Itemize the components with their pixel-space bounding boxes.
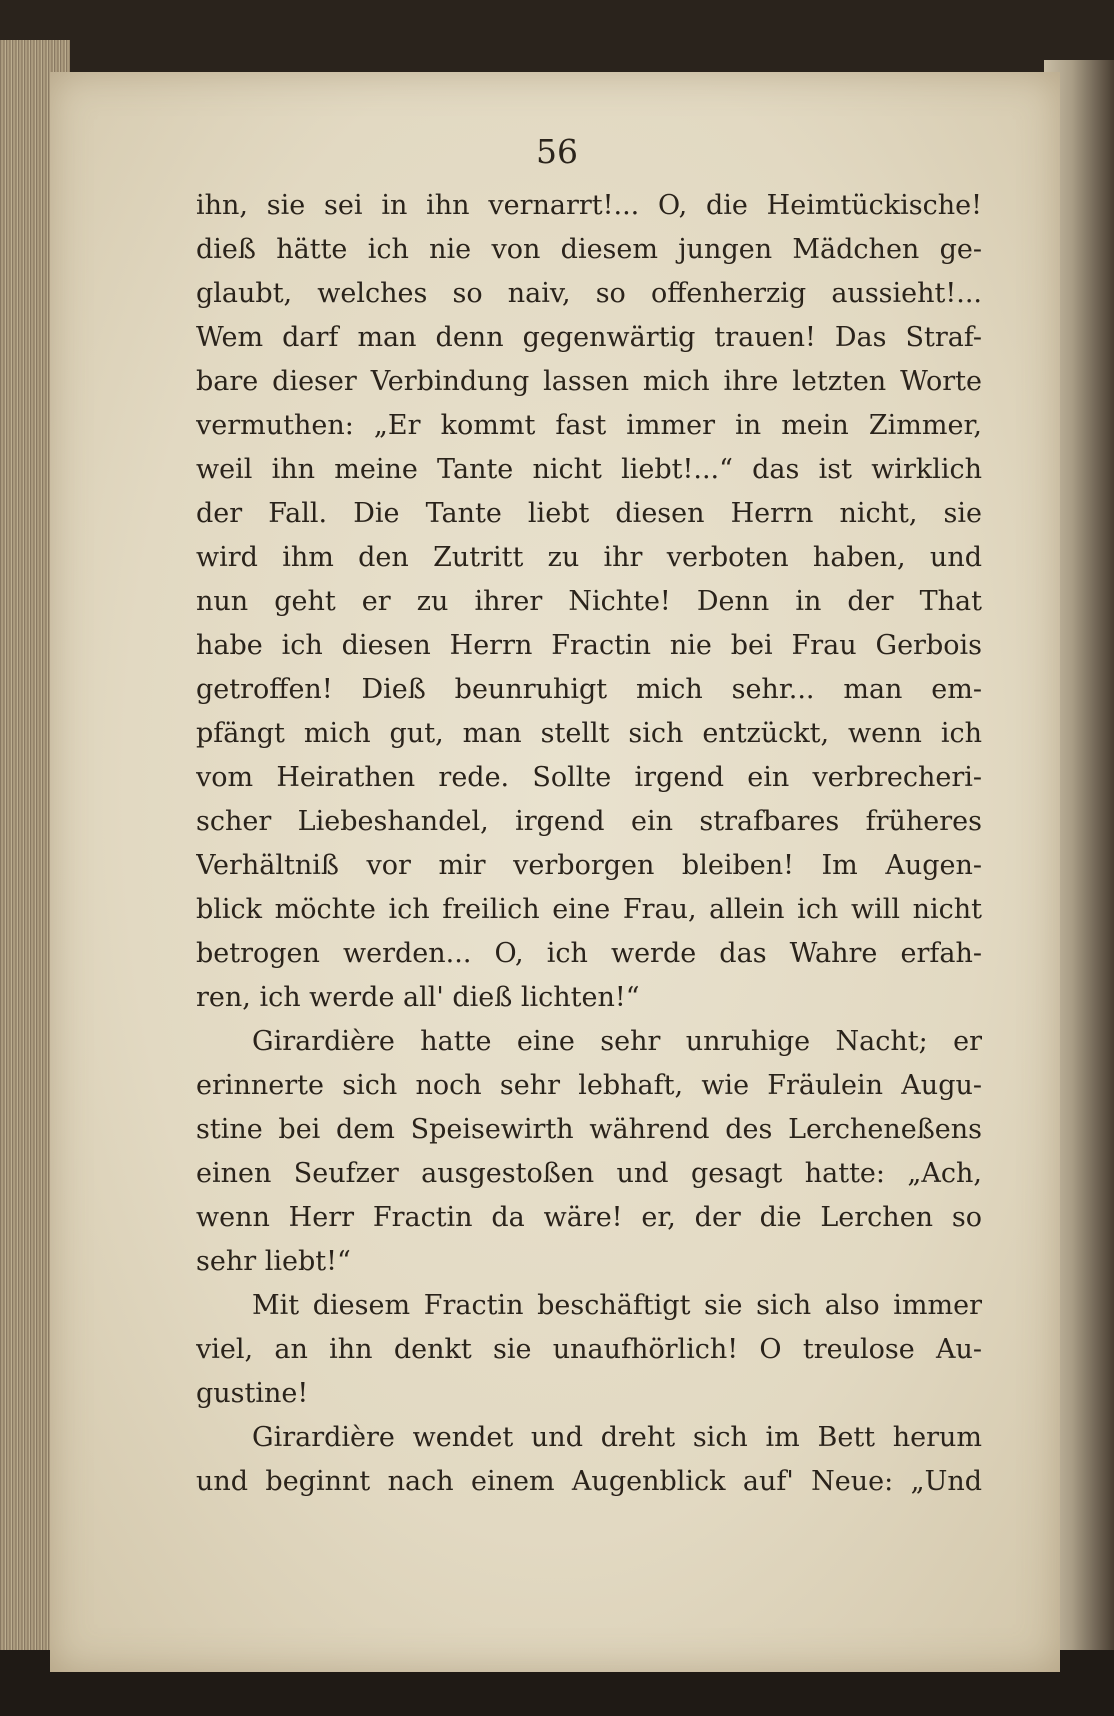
- text-line: getroffen! Dieß beunruhigt mich sehr... man em-: [196, 674, 982, 705]
- text-line: ren, ich werde all' dieß lichten!“: [196, 982, 640, 1013]
- text-line: wird ihm den Zutritt zu ihr verboten haben, und: [196, 542, 982, 573]
- text-line: bare dieser Verbindung lassen mich ihre letzten Worte: [196, 366, 982, 397]
- text-line: vom Heirathen rede. Sollte irgend ein verbrecheri-: [196, 762, 982, 793]
- text-line: ihn, sie sei in ihn vernarrt!... O, die Heimtückische!: [196, 190, 982, 221]
- text-line: nun geht er zu ihrer Nichte! Denn in der That: [196, 586, 982, 617]
- text-line: Girardière hatte eine sehr unruhige Nacht; er: [252, 1026, 982, 1057]
- text-line: blick möchte ich freilich eine Frau, allein ich will nicht: [196, 894, 982, 925]
- text-line: einen Seufzer ausgestoßen und gesagt hatte: „Ach,: [196, 1158, 982, 1189]
- text-line: und beginnt nach einem Augenblick auf' Neue: „Und: [196, 1466, 982, 1497]
- text-line: Verhältniß vor mir verborgen bleiben! Im Augen-: [196, 850, 982, 881]
- text-line: dieß hätte ich nie von diesem jungen Mädchen ge-: [196, 234, 982, 265]
- text-line: viel, an ihn denkt sie unaufhörlich! O treulose Au-: [196, 1334, 982, 1365]
- text-line: Girardière wendet und dreht sich im Bett herum: [252, 1422, 982, 1453]
- text-line: glaubt, welches so naiv, so offenherzig aussieht!...: [196, 278, 982, 309]
- page-number: 56: [536, 132, 578, 171]
- text-line: scher Liebeshandel, irgend ein strafbares früheres: [196, 806, 982, 837]
- text-line: weil ihn meine Tante nicht liebt!...“ das ist wirklich: [196, 454, 982, 485]
- text-line: pfängt mich gut, man stellt sich entzückt, wenn ich: [196, 718, 982, 749]
- text-line: wenn Herr Fractin da wäre! er, der die Lerchen so: [196, 1202, 982, 1233]
- text-line: sehr liebt!“: [196, 1246, 351, 1277]
- text-line: erinnerte sich noch sehr lebhaft, wie Fräulein Augu-: [196, 1070, 982, 1101]
- text-line: habe ich diesen Herrn Fractin nie bei Frau Gerbois: [196, 630, 982, 661]
- text-line: vermuthen: „Er kommt fast immer in mein Zimmer,: [196, 410, 982, 441]
- text-line: Mit diesem Fractin beschäftigt sie sich also immer: [252, 1290, 982, 1321]
- page-text: [196, 184, 982, 1504]
- text-line: gustine!: [196, 1378, 309, 1409]
- text-line: betrogen werden... O, ich werde das Wahre erfah-: [196, 938, 982, 969]
- text-line: stine bei dem Speisewirth während des Lercheneßens: [196, 1114, 982, 1145]
- text-line: der Fall. Die Tante liebt diesen Herrn nicht, sie: [196, 498, 982, 529]
- text-line: Wem darf man denn gegenwärtig trauen! Das Straf-: [196, 322, 982, 353]
